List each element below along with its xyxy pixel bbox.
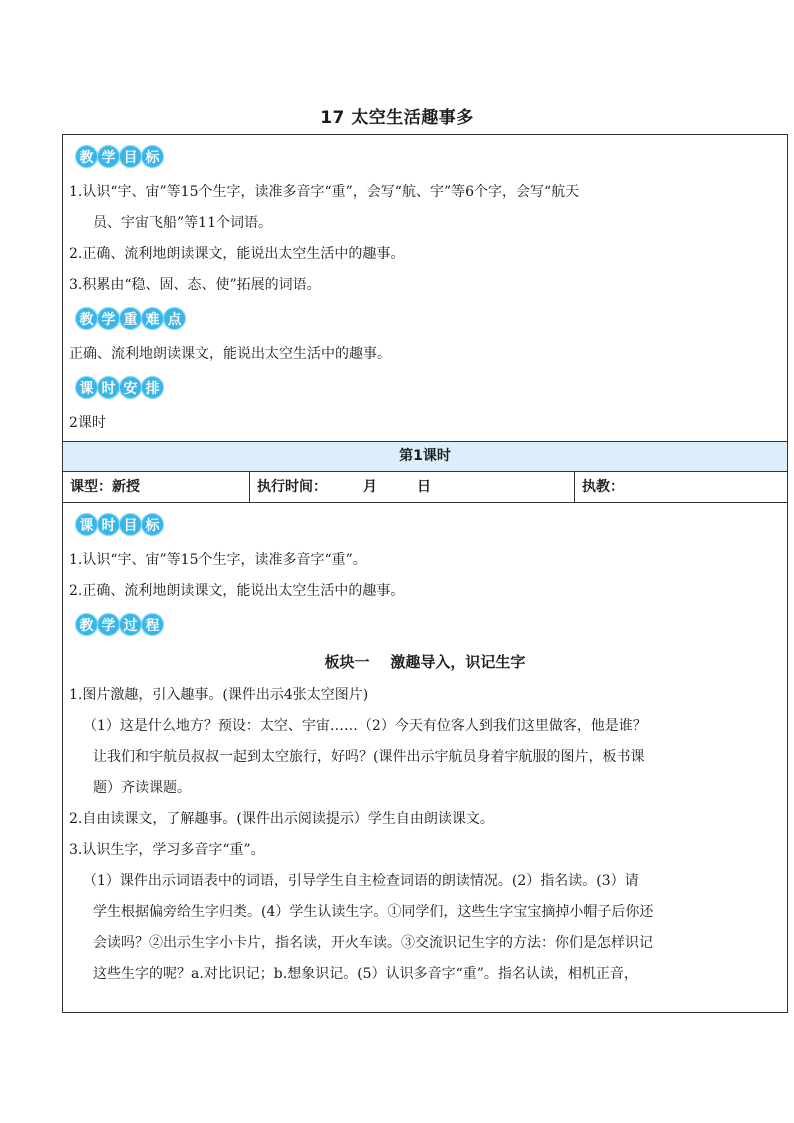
process-line: （1）课件出示词语表中的词语，引导学生自主检查词语的朗读情况。(2）指名读。(3）请	[83, 873, 639, 889]
lesson-body	[63, 503, 787, 996]
lesson-plan-table	[62, 134, 788, 1013]
badge-char: 教	[75, 145, 98, 168]
key-points-text: 正确、流利地朗读课文，能说出太空生活中的趣事。	[69, 346, 391, 362]
badge-char: 程	[141, 613, 164, 636]
teaching-goals-badge	[75, 145, 781, 171]
badge-char: 学	[97, 307, 120, 330]
lesson-type: 课型：新授	[63, 472, 250, 502]
badge-char: 目	[119, 145, 142, 168]
goal-item: 3.积累由“稳、固、态、使”拓展的词语。	[69, 277, 321, 293]
time-label: 执行时间：	[257, 479, 327, 495]
badge-char: 课	[75, 376, 98, 399]
process-line: 3.认识生字，学习多音字“重”。	[69, 842, 265, 858]
lesson-goal-item: 2.正确、流利地朗读课文，能说出太空生活中的趣事。	[69, 583, 405, 599]
teacher: 执教：	[582, 479, 624, 495]
process-line: 1.图片激趣，引入趣事。(课件出示4张太空图片)	[69, 687, 369, 703]
lesson-goal-item: 1.认识“宇、宙”等15个生字，读准多音字“重”。	[69, 552, 367, 568]
process-line: 学生根据偏旁给生字归类。(4）学生认读生字。①同学们，这些生字宝宝摘掉小帽子后你还	[93, 904, 654, 920]
badge-char: 排	[141, 376, 164, 399]
badge-char: 难	[141, 307, 164, 330]
block-title: 板块一 激趣导入，识记生字	[324, 653, 526, 671]
table-bottom-border	[62, 1012, 788, 1013]
badge-char: 时	[97, 513, 120, 536]
process-badge	[75, 613, 781, 639]
goal-item: 员、宇宙飞船”等11个词语。	[93, 215, 272, 231]
lesson-meta-row	[63, 472, 787, 503]
teaching-goals-section	[63, 135, 787, 439]
lesson-header: 第1课时	[63, 441, 787, 472]
badge-char: 标	[141, 145, 164, 168]
badge-char: 标	[141, 513, 164, 536]
process-line: 2.自由读课文，了解趣事。(课件出示阅读提示）学生自由朗读课文。	[69, 811, 494, 827]
schedule-badge	[75, 376, 781, 402]
badge-char: 重	[119, 307, 142, 330]
badge-char: 课	[75, 513, 98, 536]
process-line: （1）这是什么地方？预设：太空、宇宙……（2）今天有位客人到我们这里做客，他是谁？	[83, 718, 647, 734]
badge-char: 安	[119, 376, 142, 399]
process-line: 让我们和宇航员叔叔一起到太空旅行，好吗？(课件出示宇航员身着宇航服的图片，板书课	[93, 749, 645, 765]
badge-char: 学	[97, 613, 120, 636]
badge-char: 时	[97, 376, 120, 399]
badge-char: 过	[119, 613, 142, 636]
process-line: 题）齐读课题。	[93, 780, 191, 796]
badge-char: 教	[75, 307, 98, 330]
badge-char: 点	[163, 307, 186, 330]
page-title: 17 太空生活趣事多	[320, 108, 474, 128]
badge-char: 学	[97, 145, 120, 168]
goal-item: 1.认识“宇、宙”等15个生字，读准多音字“重”，会写“航、宇”等6个字，会写“航天	[69, 184, 580, 200]
schedule-text: 2课时	[69, 415, 106, 431]
badge-char: 教	[75, 613, 98, 636]
key-points-badge	[75, 307, 781, 333]
day-label: 日	[417, 479, 431, 495]
process-line: 这些生字的呢？a.对比识记；b.想象识记。(5）认识多音字“重”。指名认读，相机正音，	[93, 966, 638, 982]
badge-char: 目	[119, 513, 142, 536]
process-line: 会读吗？②出示生字小卡片，指名读，开火车读。③交流识记生字的方法：你们是怎样识记	[93, 935, 653, 951]
month-label: 月	[363, 479, 377, 495]
goal-item: 2.正确、流利地朗读课文，能说出太空生活中的趣事。	[69, 246, 405, 262]
lesson-goals-badge	[75, 513, 781, 539]
execution-time	[250, 472, 575, 502]
